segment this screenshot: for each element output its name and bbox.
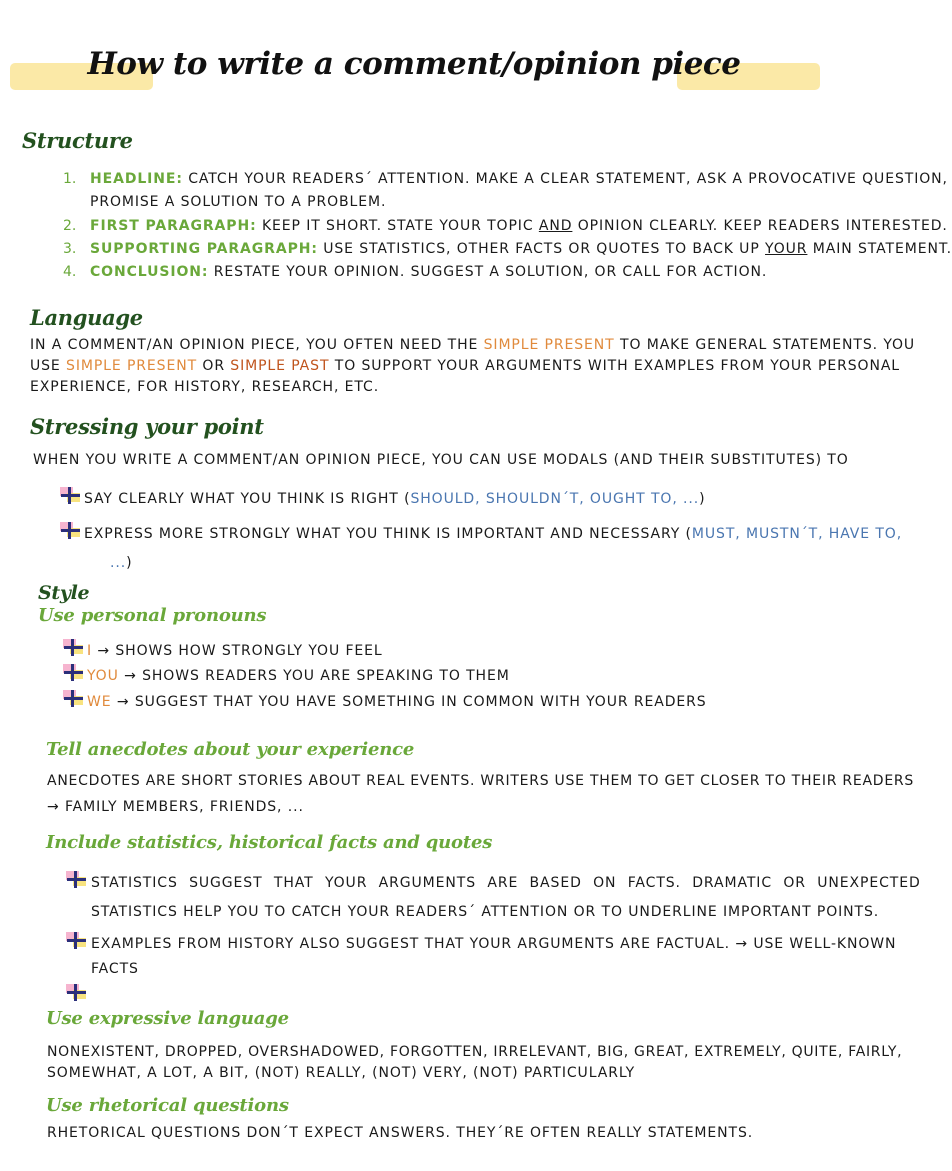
- structure-item-number: 2.: [63, 218, 77, 234]
- language-line-2: [30, 356, 900, 377]
- language-tense-highlight: SIMPLE PAST: [230, 358, 330, 374]
- expressive-line-2: SOMEWHAT, A LOT, A BIT, (NOT) REALLY, (NOT) VERY, (NOT) PARTICULARLY: [47, 1065, 636, 1081]
- page-title: How to write a comment/opinion piece: [87, 46, 741, 82]
- structure-item-underlined: YOUR: [765, 241, 808, 257]
- structure-item-headline: [90, 169, 948, 190]
- expressive-line-1: NONEXISTENT, DROPPED, OVERSHADOWED, FORGOTTEN, IRRELEVANT, BIG, GREAT, EXTREMELY, QUITE, FAIRLY,: [47, 1044, 903, 1060]
- language-text: IN A COMMENT/AN OPINION PIECE, YOU OFTEN NEED THE: [30, 337, 484, 353]
- plus-icon: [66, 932, 88, 950]
- structure-item-underlined: AND: [538, 218, 573, 234]
- structure-item-number: 4.: [63, 264, 77, 280]
- structure-item-label: FIRST PARAGRAPH:: [90, 218, 257, 234]
- plus-icon: [63, 664, 85, 682]
- structure-item-text: RESTATE YOUR OPINION. SUGGEST A SOLUTION, OR CALL FOR ACTION.: [213, 264, 768, 280]
- language-text: TO SUPPORT YOUR ARGUMENTS WITH EXAMPLES FROM YOUR PERSONAL: [329, 358, 900, 374]
- plus-icon: [60, 487, 82, 505]
- pronoun-item: [87, 666, 510, 687]
- style-heading: Style: [38, 582, 90, 604]
- plus-icon: [66, 984, 88, 1002]
- structure-item-supporting-paragraph: [90, 239, 952, 260]
- pronoun-text: → SUGGEST THAT YOU HAVE SOMETHING IN COMMON WITH YOUR READERS: [111, 694, 707, 710]
- rhetorical-subheading: Use rhetorical questions: [46, 1095, 289, 1116]
- structure-item-text: MAIN STATEMENT.: [807, 241, 952, 257]
- structure-item-text: USE STATISTICS, OTHER FACTS OR QUOTES TO BACK UP: [323, 241, 766, 257]
- anecdotes-subheading: Tell anecdotes about your experience: [46, 739, 415, 760]
- plus-icon: [60, 522, 82, 540]
- stressing-text: ): [699, 491, 706, 507]
- language-heading: Language: [30, 305, 143, 330]
- structure-item-number: 3.: [63, 241, 77, 257]
- language-tense-highlight: SIMPLE PRESENT: [483, 337, 615, 353]
- rhetorical-line-1: RHETORICAL QUESTIONS DON´T EXPECT ANSWERS. THEY´RE OFTEN REALLY STATEMENTS.: [47, 1125, 754, 1141]
- structure-item-text-cont: PROMISE A SOLUTION TO A PROBLEM.: [90, 194, 387, 210]
- stressing-bullet-1: [84, 489, 705, 510]
- language-line-1: [30, 335, 915, 356]
- pronoun-word: YOU: [87, 668, 119, 684]
- stressing-heading: Stressing your point: [30, 414, 264, 439]
- structure-heading: Structure: [22, 128, 133, 153]
- pronoun-item: [87, 641, 383, 662]
- stressing-text: EXPRESS MORE STRONGLY WHAT YOU THINK IS IMPORTANT AND NECESSARY (: [84, 526, 692, 542]
- stressing-bullet-2-cont: [110, 553, 132, 574]
- statistics-bullet-1-line-2: STATISTICS HELP YOU TO CATCH YOUR READERS´ ATTENTION OR TO UNDERLINE IMPORTANT POINTS.: [91, 904, 880, 920]
- language-line-3: EXPERIENCE, FOR HISTORY, RESEARCH, ETC.: [30, 379, 380, 395]
- pronoun-text: → SHOWS HOW STRONGLY YOU FEEL: [92, 643, 383, 659]
- structure-item-conclusion: [90, 262, 767, 283]
- plus-icon: [66, 871, 88, 889]
- structure-item-number: 1.: [63, 171, 77, 187]
- statistics-bullet-1-line-1: STATISTICS SUGGEST THAT YOUR ARGUMENTS ARE BASED ON FACTS. DRAMATIC OR UNEXPECTED: [91, 875, 921, 891]
- modal-verbs: SHOULD, SHOULDN´T, OUGHT TO, ...: [410, 491, 700, 507]
- structure-item-label: CONCLUSION:: [90, 264, 209, 280]
- structure-item-label: HEADLINE:: [90, 171, 183, 187]
- stressing-bullet-2: [84, 524, 902, 545]
- pronoun-word: I: [87, 643, 93, 659]
- stressing-intro: WHEN YOU WRITE A COMMENT/AN OPINION PIECE, YOU CAN USE MODALS (AND THEIR SUBSTITUTES) TO: [33, 452, 849, 468]
- plus-icon: [63, 690, 85, 708]
- anecdotes-line-2: → FAMILY MEMBERS, FRIENDS, ...: [47, 799, 304, 815]
- modal-verbs: ...: [110, 555, 127, 571]
- structure-item-label: SUPPORTING PARAGRAPH:: [90, 241, 318, 257]
- pronouns-subheading: Use personal pronouns: [38, 605, 267, 626]
- language-text: OR: [197, 358, 231, 374]
- pronoun-text: → SHOWS READERS YOU ARE SPEAKING TO THEM: [118, 668, 510, 684]
- language-tense-highlight: SIMPLE PRESENT: [66, 358, 198, 374]
- statistics-bullet-2-line-2: FACTS: [91, 961, 139, 977]
- stressing-text: SAY CLEARLY WHAT YOU THINK IS RIGHT (: [84, 491, 411, 507]
- structure-item-text: CATCH YOUR READERS´ ATTENTION. MAKE A CLEAR STATEMENT, ASK A PROVOCATIVE QUESTION,: [188, 171, 948, 187]
- statistics-subheading: Include statistics, historical facts and quotes: [46, 832, 493, 853]
- pronoun-word: WE: [87, 694, 112, 710]
- statistics-bullet-2-line-1: EXAMPLES FROM HISTORY ALSO SUGGEST THAT YOUR ARGUMENTS ARE FACTUAL. → USE WELL-KNOWN: [91, 936, 897, 952]
- expressive-subheading: Use expressive language: [46, 1008, 289, 1029]
- pronoun-item: [87, 692, 707, 713]
- anecdotes-line-1: ANECDOTES ARE SHORT STORIES ABOUT REAL EVENTS. WRITERS USE THEM TO GET CLOSER TO THEIR READERS: [47, 773, 915, 789]
- modal-verbs: MUST, MUSTN´T, HAVE TO,: [691, 526, 903, 542]
- stressing-text: ): [126, 555, 133, 571]
- structure-item-first-paragraph: [90, 216, 948, 237]
- language-text: TO MAKE GENERAL STATEMENTS. YOU: [614, 337, 916, 353]
- language-text: USE: [30, 358, 67, 374]
- plus-icon: [63, 639, 85, 657]
- structure-item-text: KEEP IT SHORT. STATE YOUR TOPIC: [261, 218, 539, 234]
- structure-item-text: OPINION CLEARLY. KEEP READERS INTERESTED.: [572, 218, 948, 234]
